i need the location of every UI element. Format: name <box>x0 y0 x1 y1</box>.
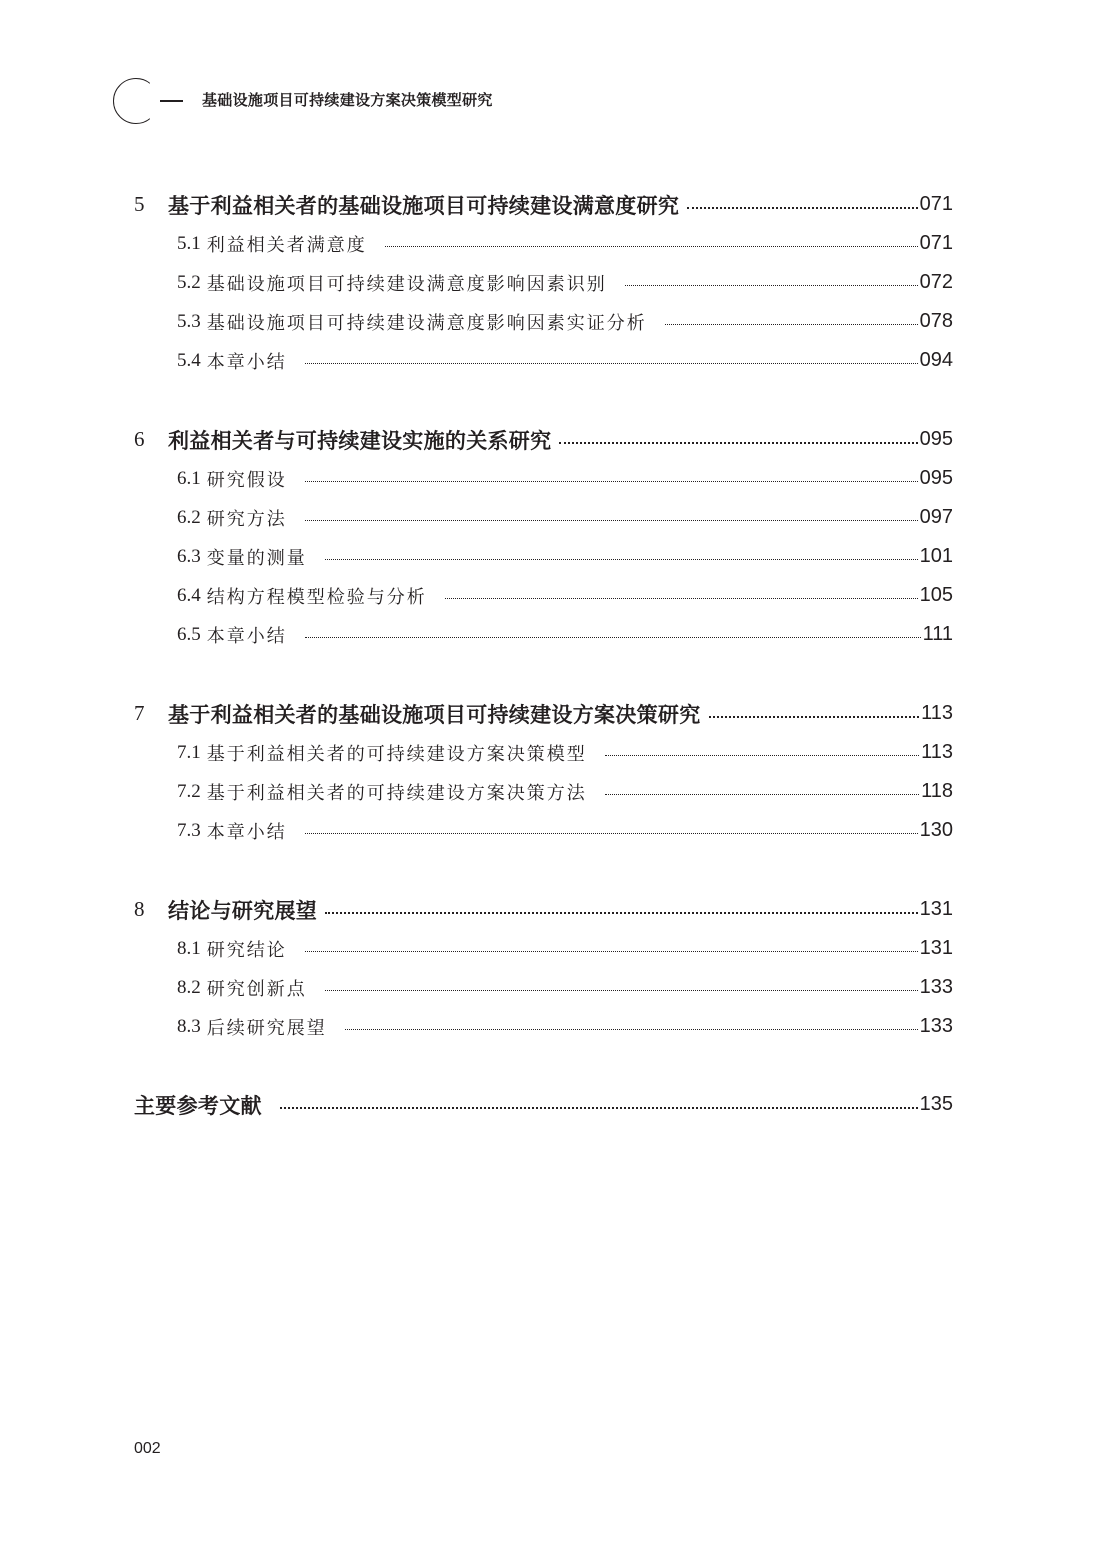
toc-section-entry[interactable] <box>134 498 953 537</box>
dot-leader <box>385 246 918 247</box>
toc-section-entry[interactable] <box>134 263 953 302</box>
toc-section-entry[interactable] <box>134 341 953 380</box>
section-title: 基础设施项目可持续建设满意度影响因素实证分析 <box>206 312 647 334</box>
dot-leader <box>605 794 919 795</box>
references-block <box>134 1085 953 1124</box>
dot-leader <box>305 637 921 638</box>
chapter-number: 6 <box>134 427 145 451</box>
section-number: 6.4 <box>177 584 201 606</box>
references-title: 主要参考文献 <box>134 1092 262 1118</box>
dot-leader <box>280 1107 918 1109</box>
section-title: 基础设施项目可持续建设满意度影响因素识别 <box>206 273 607 295</box>
section-title: 研究结论 <box>206 939 287 961</box>
header-rule <box>160 100 183 102</box>
chapter-group <box>134 420 953 654</box>
page-number: 078 <box>919 310 953 332</box>
page-number: 111 <box>922 623 953 645</box>
section-title: 后续研究展望 <box>206 1017 327 1039</box>
section-title: 利益相关者满意度 <box>206 234 367 256</box>
section-title: 本章小结 <box>206 351 287 373</box>
section-title: 研究假设 <box>206 469 287 491</box>
page-number: 135 <box>919 1093 953 1115</box>
page-number: 095 <box>919 467 953 489</box>
dot-leader <box>325 990 918 991</box>
toc-chapter-entry[interactable] <box>134 420 953 459</box>
toc-chapter-entry[interactable] <box>134 185 953 224</box>
toc-section-entry[interactable] <box>134 968 953 1007</box>
section-number: 8.1 <box>177 937 201 959</box>
page-number: 094 <box>919 349 953 371</box>
section-number: 6.5 <box>177 623 201 645</box>
dot-leader <box>605 755 919 756</box>
section-title: 变量的测量 <box>206 547 307 569</box>
dot-leader <box>325 559 918 560</box>
section-title: 结构方程模型检验与分析 <box>206 586 427 608</box>
page-number: 130 <box>919 819 953 841</box>
toc-section-entry[interactable] <box>134 459 953 498</box>
page-number: 072 <box>919 271 953 293</box>
chapter-number: 5 <box>134 192 145 216</box>
section-title: 本章小结 <box>206 625 287 647</box>
page-number: 101 <box>919 545 953 567</box>
toc-section-entry[interactable] <box>134 811 953 850</box>
toc-section-entry[interactable] <box>134 772 953 811</box>
page-number: 133 <box>919 976 953 998</box>
page-number: 105 <box>919 584 953 606</box>
chapter-group <box>134 890 953 1046</box>
dot-leader <box>709 716 920 718</box>
page-number: 071 <box>919 193 953 215</box>
toc-section-entry[interactable] <box>134 224 953 263</box>
chapter-title: 利益相关者与可持续建设实施的关系研究 <box>168 427 552 453</box>
chapter-title: 结论与研究展望 <box>168 897 318 923</box>
page-folio: 002 <box>134 1440 161 1457</box>
section-number: 5.3 <box>177 310 201 332</box>
section-number: 8.3 <box>177 1015 201 1037</box>
section-title: 基于利益相关者的可持续建设方案决策模型 <box>206 743 587 765</box>
dot-leader <box>625 285 918 286</box>
section-number: 5.1 <box>177 232 201 254</box>
chapter-group <box>134 185 953 380</box>
dot-leader <box>665 324 918 325</box>
dot-leader <box>305 363 918 364</box>
dot-leader <box>305 951 918 952</box>
section-title: 研究创新点 <box>206 978 307 1000</box>
running-header-title: 基础设施项目可持续建设方案决策模型研究 <box>202 91 493 109</box>
page-number: 113 <box>921 702 953 724</box>
toc-section-entry[interactable] <box>134 537 953 576</box>
dot-leader <box>445 598 918 599</box>
section-number: 6.1 <box>177 467 201 489</box>
section-number: 8.2 <box>177 976 201 998</box>
table-of-contents <box>134 185 953 1086</box>
chapter-number: 7 <box>134 701 145 725</box>
page-number: 131 <box>919 937 953 959</box>
toc-chapter-entry[interactable] <box>134 890 953 929</box>
page-number: 071 <box>919 232 953 254</box>
page-number: 095 <box>919 428 953 450</box>
section-number: 7.1 <box>177 741 201 763</box>
chapter-title: 基于利益相关者的基础设施项目可持续建设方案决策研究 <box>168 701 701 727</box>
dot-leader <box>687 207 917 209</box>
page-number: 118 <box>921 780 953 802</box>
section-number: 5.4 <box>177 349 201 371</box>
section-title: 基于利益相关者的可持续建设方案决策方法 <box>206 782 587 804</box>
dot-leader <box>305 833 918 834</box>
chapter-number: 8 <box>134 897 145 921</box>
toc-references-entry[interactable] <box>134 1085 953 1124</box>
dot-leader <box>559 442 917 444</box>
section-number: 7.2 <box>177 780 201 802</box>
section-number: 5.2 <box>177 271 201 293</box>
section-number: 6.2 <box>177 506 201 528</box>
toc-section-entry[interactable] <box>134 576 953 615</box>
toc-chapter-entry[interactable] <box>134 694 953 733</box>
dot-leader <box>305 481 918 482</box>
chapter-group <box>134 694 953 850</box>
dot-leader <box>305 520 918 521</box>
dot-leader <box>345 1029 918 1030</box>
chapter-title: 基于利益相关者的基础设施项目可持续建设满意度研究 <box>168 192 680 218</box>
section-number: 6.3 <box>177 545 201 567</box>
section-title: 本章小结 <box>206 821 287 843</box>
toc-section-entry[interactable] <box>134 1007 953 1046</box>
page-number: 131 <box>919 898 953 920</box>
dot-leader <box>325 912 918 914</box>
toc-section-entry[interactable] <box>134 615 953 654</box>
page-number: 113 <box>921 741 953 763</box>
toc-section-entry[interactable] <box>134 733 953 772</box>
page-number: 133 <box>919 1015 953 1037</box>
toc-section-entry[interactable] <box>134 929 953 968</box>
section-title: 研究方法 <box>206 508 287 530</box>
section-number: 7.3 <box>177 819 201 841</box>
page-number: 097 <box>919 506 953 528</box>
toc-section-entry[interactable] <box>134 302 953 341</box>
